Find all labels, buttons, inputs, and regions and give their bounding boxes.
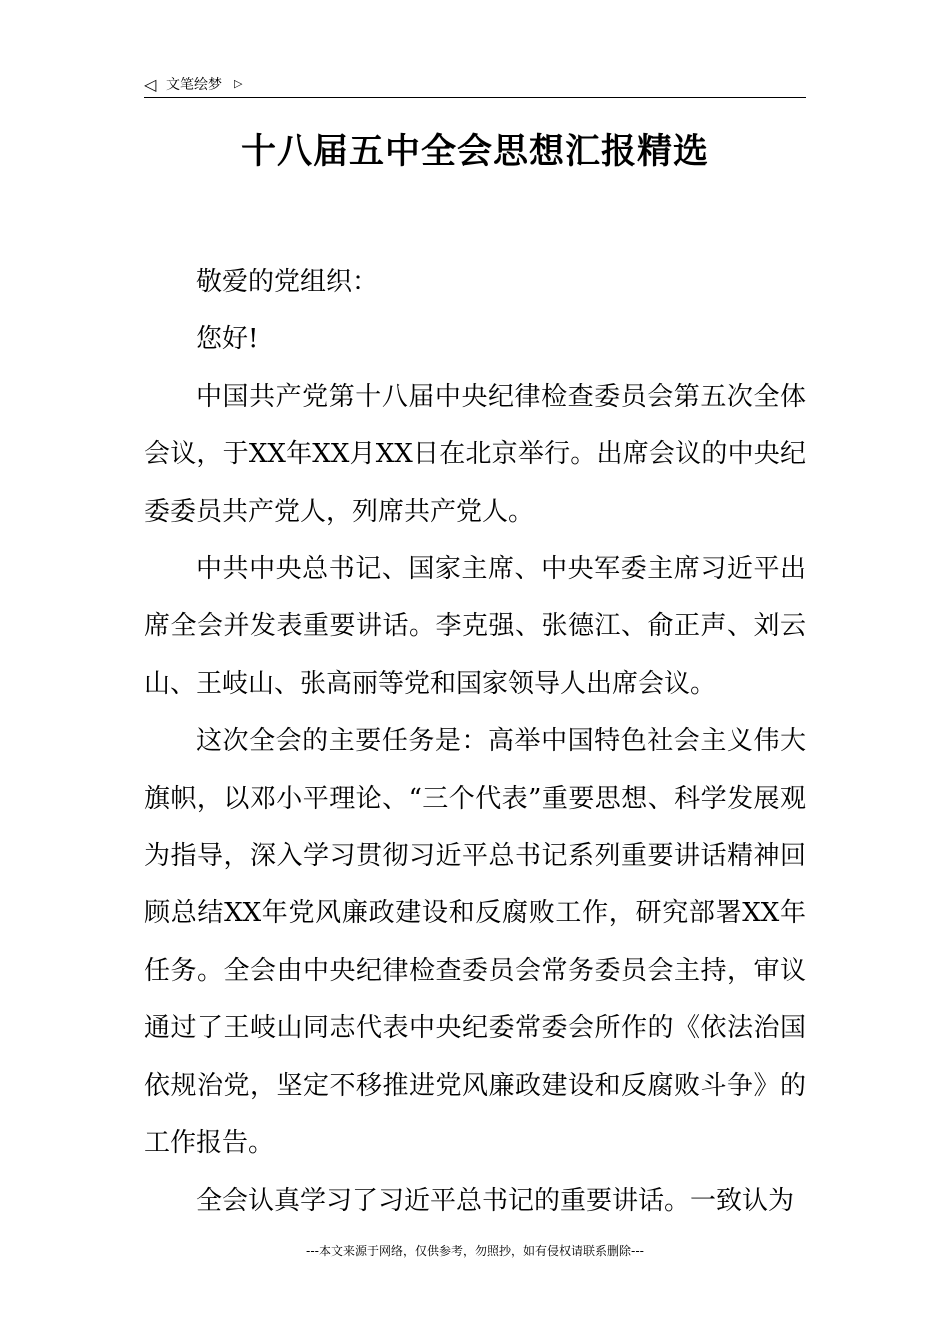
paragraph: 这次全会的主要任务是：高举中国特色社会主义伟大旗帜，以邓小平理论、“三个代表”重要思想、科学发展观为指导，深入学习贯彻习近平总书记系列重要讲话精神回顾总结XX年党风廉政建设和反腐败工作，研究部署XX年任务。全会由中央纪律检查委员会常务委员会主持，审议通过了王岐山同志代表中央纪委常委会所作的《依法治国依规治党，坚定不移推进党风廉政建设和反腐败斗争》的工作报告。 <box>144 726 806 1159</box>
paragraph: 中国共产党第十八届中央纪律检查委员会第五次全体会议，于XX年XX月XX日在北京举行。出席会议的中央纪委委员共产党人，列席共产党人。 <box>144 381 806 527</box>
salutation: 敬爱的党组织： <box>196 267 379 297</box>
paragraph: 中共中央总书记、国家主席、中央军委主席习近平出席全会并发表重要讲话。李克强、张德江、俞正声、刘云山、王岐山、张高丽等党和国家领导人出席会议。 <box>144 554 806 699</box>
header-divider <box>144 97 806 98</box>
right-triangle-icon: ▷ <box>234 77 243 90</box>
left-triangle-icon: ◁ <box>144 75 157 94</box>
page-footer: ---本文来源于网络，仅供参考，勿照抄，如有侵权请联系删除--- <box>306 1244 644 1258</box>
page-header <box>144 74 806 98</box>
document-title: 十八届五中全会思想汇报精选 <box>240 132 709 172</box>
document-body <box>144 254 806 1230</box>
paragraph: 全会认真学习了习近平总书记的重要讲话。一致认为 <box>196 1185 795 1216</box>
header-brand: 文笔绘梦 <box>166 77 222 93</box>
greeting: 您好! <box>196 324 259 355</box>
